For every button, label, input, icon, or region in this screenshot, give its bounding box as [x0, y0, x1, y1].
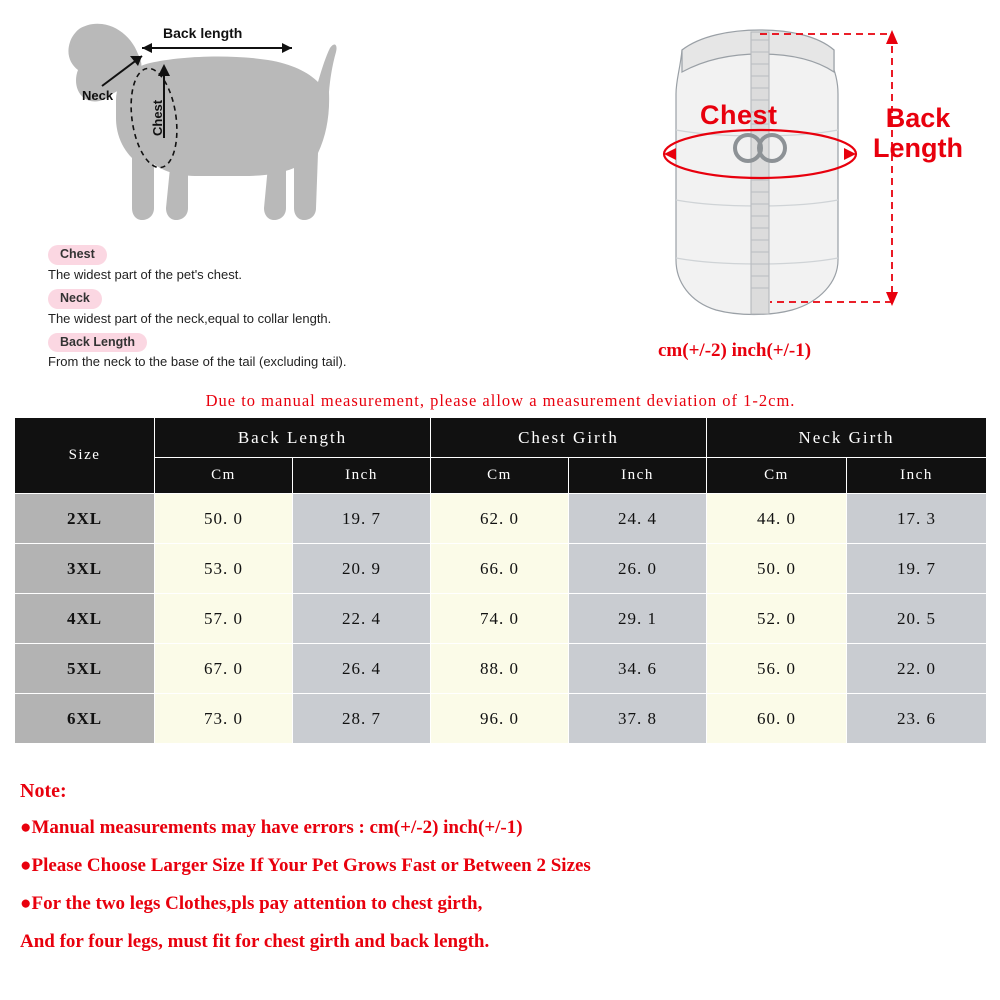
jacket-chest-label: Chest	[700, 100, 778, 130]
cell-2xl-cg-cm: 62. 0	[431, 494, 569, 544]
table-row	[15, 644, 987, 694]
cell-3xl-ng-cm: 50. 0	[707, 544, 847, 594]
table-row	[15, 544, 987, 594]
table-row	[15, 694, 987, 744]
tolerance-note: cm(+/-2) inch(+/-1)	[658, 340, 812, 361]
header-unit-cg-cm: Cm	[431, 458, 569, 494]
cell-5xl-ng-inch: 22. 0	[847, 644, 987, 694]
legend-tag-back-length: Back Length	[48, 333, 147, 353]
row-size-3xl: 3XL	[15, 544, 155, 594]
cell-2xl-ng-cm: 44. 0	[707, 494, 847, 544]
legend-tag-neck: Neck	[48, 289, 102, 309]
diagrams-area	[0, 0, 1000, 380]
header-back-length: Back Length	[155, 418, 431, 458]
cell-6xl-cg-inch: 37. 8	[569, 694, 707, 744]
legend-desc-neck: The widest part of the neck,equal to collar length.	[48, 310, 332, 326]
cell-2xl-bl-cm: 50. 0	[155, 494, 293, 544]
legend-item-back-length	[48, 333, 448, 370]
cell-5xl-bl-inch: 26. 4	[293, 644, 431, 694]
cell-3xl-bl-cm: 53. 0	[155, 544, 293, 594]
dog-back-length-label: Back length	[163, 25, 243, 41]
cell-3xl-cg-inch: 26. 0	[569, 544, 707, 594]
legend-tag-chest: Chest	[48, 245, 107, 265]
cell-4xl-ng-cm: 52. 0	[707, 594, 847, 644]
header-unit-bl-cm: Cm	[155, 458, 293, 494]
dog-chest-label: Chest	[150, 99, 165, 136]
legend-item-chest	[48, 245, 448, 282]
cell-6xl-bl-inch: 28. 7	[293, 694, 431, 744]
cell-4xl-cg-inch: 29. 1	[569, 594, 707, 644]
cell-2xl-bl-inch: 19. 7	[293, 494, 431, 544]
cell-3xl-bl-inch: 20. 9	[293, 544, 431, 594]
header-unit-ng-cm: Cm	[707, 458, 847, 494]
row-size-2xl: 2XL	[15, 494, 155, 544]
size-table-container	[14, 383, 986, 744]
cell-5xl-cg-cm: 88. 0	[431, 644, 569, 694]
cell-4xl-bl-cm: 57. 0	[155, 594, 293, 644]
measurement-legend	[48, 245, 448, 376]
cell-6xl-bl-cm: 73. 0	[155, 694, 293, 744]
cell-5xl-cg-inch: 34. 6	[569, 644, 707, 694]
dog-jacket-icon	[620, 10, 980, 340]
size-table	[14, 383, 987, 744]
legend-desc-back-length: From the neck to the base of the tail (excluding tail).	[48, 354, 347, 370]
row-size-6xl: 6XL	[15, 694, 155, 744]
header-size: Size	[15, 418, 155, 494]
header-chest-girth: Chest Girth	[431, 418, 707, 458]
cell-6xl-ng-cm: 60. 0	[707, 694, 847, 744]
note-line-1: ●Manual measurements may have errors : cm(+/-2) inch(+/-1)	[20, 817, 523, 838]
cell-3xl-ng-inch: 19. 7	[847, 544, 987, 594]
cell-2xl-cg-inch: 24. 4	[569, 494, 707, 544]
dog-silhouette-icon	[30, 8, 350, 238]
notes-section	[20, 780, 970, 968]
table-group-header-row	[15, 418, 987, 458]
cell-2xl-ng-inch: 17. 3	[847, 494, 987, 544]
header-neck-girth: Neck Girth	[707, 418, 987, 458]
jacket-back-length-line1: Back	[885, 103, 951, 133]
header-unit-bl-inch: Inch	[293, 458, 431, 494]
jacket-back-length-label	[843, 103, 993, 163]
header-unit-ng-inch: Inch	[847, 458, 987, 494]
cell-4xl-ng-inch: 20. 5	[847, 594, 987, 644]
cell-5xl-bl-cm: 67. 0	[155, 644, 293, 694]
note-line-3: ●For the two legs Clothes,pls pay attention to chest girth,	[20, 892, 483, 914]
row-size-5xl: 5XL	[15, 644, 155, 694]
table-notice-row	[15, 384, 987, 418]
legend-desc-chest: The widest part of the pet's chest.	[48, 266, 242, 282]
cell-4xl-cg-cm: 74. 0	[431, 594, 569, 644]
jacket-measurement-diagram	[600, 0, 1000, 380]
row-size-4xl: 4XL	[15, 594, 155, 644]
header-unit-cg-inch: Inch	[569, 458, 707, 494]
legend-item-neck	[48, 289, 448, 326]
cell-4xl-bl-inch: 22. 4	[293, 594, 431, 644]
table-unit-header-row	[15, 458, 987, 494]
cell-6xl-ng-inch: 23. 6	[847, 694, 987, 744]
dog-neck-label: Neck	[82, 88, 114, 103]
table-row	[15, 594, 987, 644]
dog-measurement-diagram	[0, 0, 470, 380]
cell-5xl-ng-cm: 56. 0	[707, 644, 847, 694]
cell-3xl-cg-cm: 66. 0	[431, 544, 569, 594]
table-row	[15, 494, 987, 544]
cell-6xl-cg-cm: 96. 0	[431, 694, 569, 744]
note-line-2: ●Please Choose Larger Size If Your Pet Grows Fast or Between 2 Sizes	[20, 854, 591, 876]
jacket-back-length-line2: Length	[873, 133, 963, 164]
note-line-4: And for four legs, must fit for chest girth and back length.	[20, 930, 490, 952]
notes-title: Note:	[20, 780, 67, 802]
measurement-notice: Due to manual measurement, please allow a measurement deviation of 1-2cm.	[15, 384, 987, 418]
